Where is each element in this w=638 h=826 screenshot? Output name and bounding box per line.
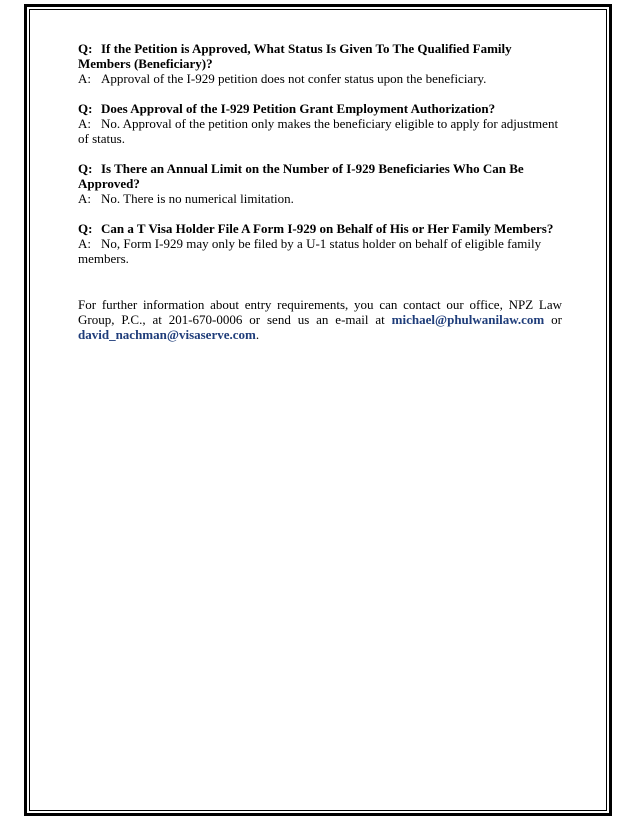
qa-item-annual-limit — [78, 161, 562, 206]
question-prefix: Q: — [78, 161, 93, 176]
contact-paragraph — [78, 297, 562, 342]
question — [78, 161, 562, 191]
question-prefix: Q: — [78, 101, 93, 116]
contact-text-or: or — [544, 312, 562, 327]
question — [78, 41, 562, 71]
qa-item-t-visa — [78, 221, 562, 266]
answer-text: No. Approval of the petition only makes the beneficiary eligible to apply for adjustment of status. — [78, 116, 559, 146]
answer-text: No. There is no numerical limitation. — [101, 191, 294, 206]
question-text: If the Petition is Approved, What Status Is Given To The Qualified Family Members (Beneficiary)? — [78, 41, 512, 71]
answer — [78, 116, 562, 146]
answer — [78, 191, 562, 206]
question — [78, 101, 562, 116]
question-prefix: Q: — [78, 221, 93, 236]
answer — [78, 71, 562, 86]
answer-prefix: A: — [78, 71, 91, 86]
document-body — [78, 41, 562, 355]
question-text: Does Approval of the I-929 Petition Grant Employment Authorization? — [101, 101, 496, 116]
answer-prefix: A: — [78, 191, 91, 206]
qa-item-status — [78, 41, 562, 86]
answer-text: Approval of the I-929 petition does not confer status upon the beneficiary. — [101, 71, 487, 86]
answer-text: No, Form I-929 may only be filed by a U-1 status holder on behalf of eligible family members. — [78, 236, 542, 266]
question — [78, 221, 562, 236]
contact-text: For further information about entry requirements, you can contact our office, NPZ Law Group, P.C., at 201-670-0006 or send us an e-mail at — [78, 297, 562, 327]
answer-prefix: A: — [78, 236, 91, 251]
question-prefix: Q: — [78, 41, 93, 56]
question-text: Can a T Visa Holder File A Form I-929 on Behalf of His or Her Family Members? — [101, 221, 554, 236]
question-text: Is There an Annual Limit on the Number of I-929 Beneficiaries Who Can Be Approved? — [78, 161, 524, 191]
answer-prefix: A: — [78, 116, 91, 131]
email-link-michael[interactable]: michael@phulwanilaw.com — [391, 312, 545, 327]
contact-text-end: . — [255, 327, 260, 342]
answer — [78, 236, 562, 266]
qa-item-employment — [78, 101, 562, 146]
email-link-david[interactable]: david_nachman@visaserve.com — [78, 327, 256, 342]
